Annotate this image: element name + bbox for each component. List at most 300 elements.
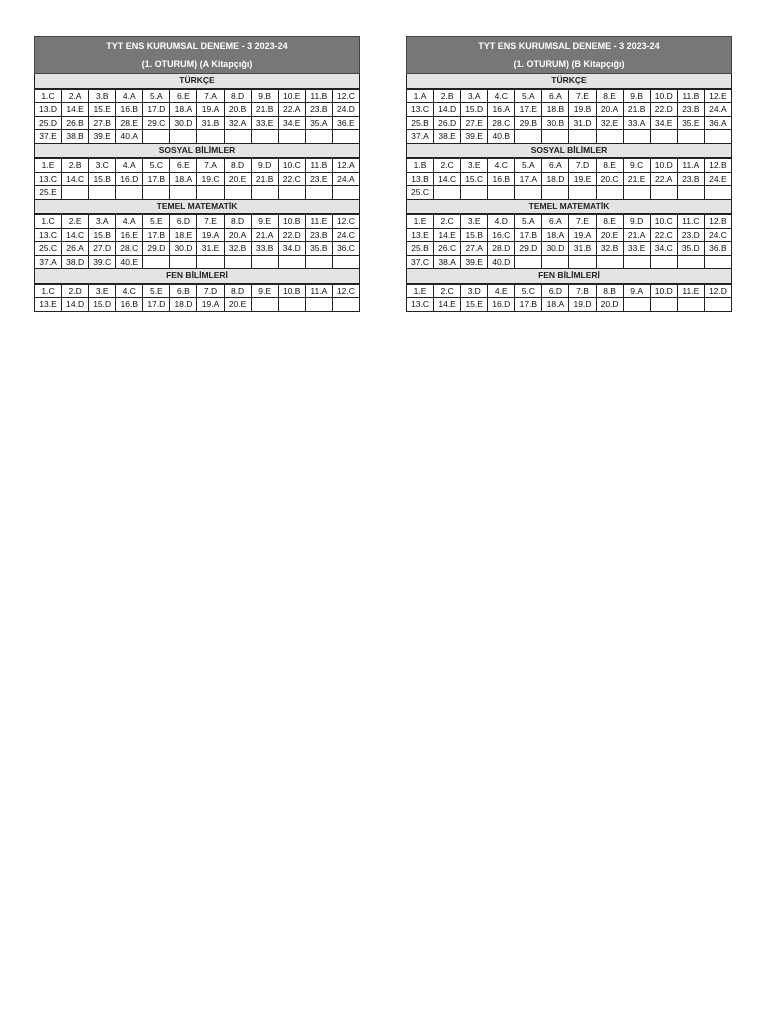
answer-cell: 6.A: [542, 215, 569, 229]
answer-row: [407, 284, 732, 298]
answer-row: [407, 89, 732, 103]
answer-cell: 34.D: [278, 242, 305, 256]
answer-cell: 9.C: [623, 159, 650, 173]
answer-cell: 2.B: [434, 89, 461, 103]
answer-row: [35, 298, 360, 312]
empty-cell: [305, 130, 332, 144]
answer-cell: 11.E: [305, 215, 332, 229]
answer-cell: 7.E: [197, 215, 224, 229]
empty-cell: [677, 130, 704, 144]
answer-cell: 14.E: [434, 228, 461, 242]
empty-cell: [251, 255, 278, 269]
answer-cell: 35.A: [305, 116, 332, 130]
answer-key-sections: [34, 74, 360, 312]
empty-cell: [197, 186, 224, 200]
answer-cell: 34.C: [650, 242, 677, 256]
answer-cell: 6.B: [170, 284, 197, 298]
answer-cell: 35.E: [677, 116, 704, 130]
answer-cell: 11.B: [677, 89, 704, 103]
empty-cell: [542, 186, 569, 200]
empty-cell: [143, 130, 170, 144]
answer-cell: 10.D: [650, 159, 677, 173]
answer-cell: 22.D: [278, 228, 305, 242]
answer-cell: 19.A: [197, 103, 224, 117]
answer-cell: 12.C: [332, 215, 359, 229]
answer-cell: 3.B: [89, 89, 116, 103]
answer-cell: 3.A: [461, 89, 488, 103]
empty-cell: [569, 186, 596, 200]
answer-table: [34, 158, 360, 200]
empty-cell: [623, 298, 650, 312]
answer-cell: 30.D: [542, 242, 569, 256]
answer-cell: 16.B: [116, 298, 143, 312]
empty-cell: [332, 186, 359, 200]
answer-cell: 10.B: [278, 215, 305, 229]
answer-cell: 17.B: [515, 228, 542, 242]
answer-cell: 13.C: [407, 298, 434, 312]
empty-cell: [650, 298, 677, 312]
answer-cell: 19.A: [197, 298, 224, 312]
answer-cell: 23.B: [305, 103, 332, 117]
answer-row: [407, 172, 732, 186]
answer-cell: 22.D: [650, 103, 677, 117]
answer-cell: 10.D: [650, 89, 677, 103]
answer-table: [406, 284, 732, 312]
answer-cell: 39.C: [89, 255, 116, 269]
empty-cell: [251, 298, 278, 312]
empty-cell: [650, 186, 677, 200]
empty-cell: [596, 130, 623, 144]
empty-cell: [278, 298, 305, 312]
answer-cell: 28.C: [116, 242, 143, 256]
answer-row: [407, 228, 732, 242]
answer-cell: 5.A: [515, 215, 542, 229]
answer-cell: 24.D: [332, 103, 359, 117]
answer-cell: 31.B: [197, 116, 224, 130]
answer-cell: 4.C: [488, 159, 515, 173]
answer-cell: 4.A: [116, 89, 143, 103]
answer-cell: 2.C: [434, 284, 461, 298]
section-heading: TÜRKÇE: [406, 74, 732, 89]
empty-cell: [434, 186, 461, 200]
answer-cell: 2.C: [434, 215, 461, 229]
answer-row: [407, 215, 732, 229]
answer-table: [34, 284, 360, 312]
answer-table: [406, 89, 732, 144]
empty-cell: [332, 298, 359, 312]
answer-cell: 27.B: [89, 116, 116, 130]
answer-cell: 17.D: [143, 298, 170, 312]
answer-cell: 16.B: [116, 103, 143, 117]
empty-cell: [515, 186, 542, 200]
answer-cell: 21.A: [251, 228, 278, 242]
empty-cell: [224, 255, 251, 269]
answer-cell: 6.A: [542, 89, 569, 103]
answer-row: [407, 103, 732, 117]
answer-cell: 9.E: [251, 215, 278, 229]
empty-cell: [596, 255, 623, 269]
answer-cell: 15.B: [89, 228, 116, 242]
answer-cell: 20.A: [596, 103, 623, 117]
answer-cell: 22.C: [278, 172, 305, 186]
answer-cell: 26.C: [434, 242, 461, 256]
answer-cell: 13.B: [407, 172, 434, 186]
answer-cell: 25.E: [35, 186, 62, 200]
answer-cell: 1.C: [35, 284, 62, 298]
answer-cell: 21.B: [251, 172, 278, 186]
answer-cell: 3.E: [89, 284, 116, 298]
answer-cell: 7.A: [197, 89, 224, 103]
empty-cell: [704, 298, 731, 312]
answer-row: [35, 116, 360, 130]
answer-cell: 11.B: [305, 89, 332, 103]
empty-cell: [197, 130, 224, 144]
answer-cell: 19.E: [569, 172, 596, 186]
answer-cell: 7.A: [197, 159, 224, 173]
answer-cell: 1.E: [407, 215, 434, 229]
answer-cell: 3.A: [89, 215, 116, 229]
answer-cell: 14.C: [62, 228, 89, 242]
answer-cell: 7.B: [569, 284, 596, 298]
answer-key-title: TYT ENS KURUMSAL DENEME - 3 2023-24: [478, 41, 660, 51]
answer-cell: 11.A: [677, 159, 704, 173]
answer-cell: 18.B: [542, 103, 569, 117]
answer-cell: 23.E: [305, 172, 332, 186]
answer-cell: 34.E: [650, 116, 677, 130]
answer-cell: 40.D: [488, 255, 515, 269]
answer-cell: 8.D: [224, 159, 251, 173]
answer-row: [35, 284, 360, 298]
empty-cell: [305, 186, 332, 200]
answer-cell: 32.E: [596, 116, 623, 130]
empty-cell: [116, 186, 143, 200]
answer-cell: 13.C: [407, 103, 434, 117]
answer-cell: 16.A: [488, 103, 515, 117]
answer-cell: 17.D: [143, 103, 170, 117]
answer-cell: 20.E: [224, 298, 251, 312]
answer-cell: 7.D: [197, 284, 224, 298]
answer-cell: 38.D: [62, 255, 89, 269]
answer-cell: 14.E: [62, 103, 89, 117]
empty-cell: [515, 130, 542, 144]
answer-cell: 15.C: [461, 172, 488, 186]
answer-cell: 8.B: [596, 284, 623, 298]
empty-cell: [569, 255, 596, 269]
answer-cell: 11.C: [677, 215, 704, 229]
empty-cell: [677, 255, 704, 269]
answer-cell: 5.A: [515, 89, 542, 103]
answer-cell: 29.B: [515, 116, 542, 130]
empty-cell: [650, 255, 677, 269]
empty-cell: [170, 130, 197, 144]
answer-row: [35, 130, 360, 144]
empty-cell: [488, 186, 515, 200]
answer-cell: 32.B: [224, 242, 251, 256]
answer-cell: 12.D: [704, 284, 731, 298]
answer-row: [35, 186, 360, 200]
answer-cell: 33.A: [623, 116, 650, 130]
answer-table: [34, 214, 360, 269]
answer-cell: 18.A: [542, 298, 569, 312]
answer-cell: 3.E: [461, 215, 488, 229]
answer-cell: 38.B: [62, 130, 89, 144]
answer-key-title: TYT ENS KURUMSAL DENEME - 3 2023-24: [106, 41, 288, 51]
answer-cell: 24.C: [704, 228, 731, 242]
answer-cell: 18.A: [170, 103, 197, 117]
section-heading: SOSYAL BİLİMLER: [406, 144, 732, 159]
answer-cell: 6.A: [542, 159, 569, 173]
answer-cell: 3.D: [461, 284, 488, 298]
answer-cell: 37.C: [407, 255, 434, 269]
answer-cell: 8.D: [224, 284, 251, 298]
answer-cell: 4.A: [116, 215, 143, 229]
answer-cell: 25.C: [407, 186, 434, 200]
answer-cell: 40.E: [116, 255, 143, 269]
answer-cell: 13.E: [407, 228, 434, 242]
answer-cell: 3.C: [89, 159, 116, 173]
answer-cell: 7.E: [569, 89, 596, 103]
answer-cell: 9.D: [251, 159, 278, 173]
answer-cell: 14.C: [434, 172, 461, 186]
answer-cell: 4.D: [488, 215, 515, 229]
answer-cell: 5.A: [515, 159, 542, 173]
answer-cell: 10.C: [650, 215, 677, 229]
answer-row: [35, 255, 360, 269]
answer-cell: 1.E: [407, 284, 434, 298]
answer-cell: 36.B: [704, 242, 731, 256]
empty-cell: [704, 255, 731, 269]
answer-cell: 17.B: [515, 298, 542, 312]
answer-cell: 13.D: [35, 103, 62, 117]
answer-cell: 3.E: [461, 159, 488, 173]
answer-cell: 39.E: [89, 130, 116, 144]
answer-table: [34, 89, 360, 144]
section-heading: TEMEL MATEMATİK: [34, 200, 360, 215]
answer-cell: 10.E: [278, 89, 305, 103]
answer-key-header: [34, 36, 360, 74]
answer-cell: 27.D: [89, 242, 116, 256]
answer-cell: 15.B: [461, 228, 488, 242]
answer-cell: 1.A: [407, 89, 434, 103]
answer-cell: 25.D: [35, 116, 62, 130]
answer-cell: 36.A: [704, 116, 731, 130]
answer-cell: 8.E: [596, 215, 623, 229]
answer-cell: 39.E: [461, 255, 488, 269]
answer-cell: 6.D: [542, 284, 569, 298]
answer-cell: 37.A: [35, 255, 62, 269]
answer-row: [407, 130, 732, 144]
answer-cell: 5.E: [143, 284, 170, 298]
answer-cell: 36.C: [332, 242, 359, 256]
answer-cell: 21.A: [623, 228, 650, 242]
section-heading: TÜRKÇE: [34, 74, 360, 89]
answer-row: [35, 242, 360, 256]
answer-cell: 12.B: [704, 159, 731, 173]
empty-cell: [677, 298, 704, 312]
answer-cell: 2.E: [62, 215, 89, 229]
answer-cell: 18.A: [170, 172, 197, 186]
answer-cell: 16.D: [488, 298, 515, 312]
answer-table: [406, 158, 732, 200]
answer-cell: 35.B: [305, 242, 332, 256]
answer-cell: 23.D: [677, 228, 704, 242]
answer-cell: 22.A: [650, 172, 677, 186]
answer-cell: 18.A: [542, 228, 569, 242]
empty-cell: [224, 186, 251, 200]
answer-cell: 8.D: [224, 215, 251, 229]
answer-cell: 12.C: [332, 284, 359, 298]
answer-cell: 32.A: [224, 116, 251, 130]
empty-cell: [515, 255, 542, 269]
answer-cell: 24.A: [704, 103, 731, 117]
answer-cell: 11.A: [305, 284, 332, 298]
answer-cell: 1.E: [35, 159, 62, 173]
answer-cell: 18.D: [170, 298, 197, 312]
empty-cell: [623, 255, 650, 269]
answer-cell: 2.C: [434, 159, 461, 173]
answer-cell: 17.B: [143, 228, 170, 242]
answer-cell: 1.B: [407, 159, 434, 173]
empty-cell: [251, 130, 278, 144]
answer-cell: 9.D: [623, 215, 650, 229]
answer-table: [406, 214, 732, 269]
answer-cell: 23.B: [305, 228, 332, 242]
answer-cell: 13.C: [35, 228, 62, 242]
answer-key-booklet-b: [406, 36, 732, 312]
answer-row: [407, 255, 732, 269]
answer-cell: 19.D: [569, 298, 596, 312]
answer-key-subtitle: (1. OTURUM) (B Kitapçığı): [513, 59, 625, 69]
answer-row: [35, 172, 360, 186]
answer-cell: 19.A: [569, 228, 596, 242]
answer-cell: 16.D: [116, 172, 143, 186]
answer-row: [35, 228, 360, 242]
answer-cell: 20.A: [224, 228, 251, 242]
answer-cell: 19.C: [197, 172, 224, 186]
answer-cell: 19.A: [197, 228, 224, 242]
empty-cell: [677, 186, 704, 200]
answer-cell: 40.B: [488, 130, 515, 144]
empty-cell: [224, 130, 251, 144]
answer-row: [35, 215, 360, 229]
answer-cell: 6.D: [170, 215, 197, 229]
answer-cell: 4.E: [488, 284, 515, 298]
answer-cell: 15.E: [461, 298, 488, 312]
answer-cell: 26.A: [62, 242, 89, 256]
answer-cell: 15.D: [89, 298, 116, 312]
answer-cell: 12.C: [332, 89, 359, 103]
answer-cell: 5.C: [143, 159, 170, 173]
answer-cell: 35.D: [677, 242, 704, 256]
answer-cell: 31.B: [569, 242, 596, 256]
empty-cell: [704, 130, 731, 144]
answer-cell: 4.A: [116, 159, 143, 173]
empty-cell: [143, 186, 170, 200]
answer-cell: 14.D: [434, 103, 461, 117]
answer-cell: 24.C: [332, 228, 359, 242]
answer-cell: 37.E: [35, 130, 62, 144]
answer-cell: 36.E: [332, 116, 359, 130]
answer-cell: 21.E: [623, 172, 650, 186]
answer-cell: 25.C: [35, 242, 62, 256]
answer-cell: 27.E: [461, 116, 488, 130]
answer-cell: 33.B: [251, 242, 278, 256]
answer-cell: 18.E: [170, 228, 197, 242]
answer-cell: 9.E: [251, 284, 278, 298]
answer-cell: 34.E: [278, 116, 305, 130]
answer-cell: 33.E: [623, 242, 650, 256]
answer-cell: 13.C: [35, 172, 62, 186]
answer-row: [407, 116, 732, 130]
answer-cell: 8.D: [224, 89, 251, 103]
answer-cell: 10.C: [278, 159, 305, 173]
empty-cell: [62, 186, 89, 200]
empty-cell: [305, 255, 332, 269]
answer-cell: 12.A: [332, 159, 359, 173]
answer-cell: 2.B: [62, 159, 89, 173]
answer-cell: 28.C: [488, 116, 515, 130]
answer-key-booklet-a: [34, 36, 360, 312]
answer-cell: 6.E: [170, 159, 197, 173]
section-heading: FEN BİLİMLERİ: [406, 269, 732, 284]
empty-cell: [704, 186, 731, 200]
answer-key-subtitle: (1. OTURUM) (A Kitapçığı): [141, 59, 253, 69]
empty-cell: [623, 186, 650, 200]
answer-cell: 12.B: [704, 215, 731, 229]
answer-cell: 18.D: [542, 172, 569, 186]
answer-cell: 14.D: [62, 298, 89, 312]
answer-cell: 14.C: [62, 172, 89, 186]
answer-cell: 20.E: [596, 228, 623, 242]
empty-cell: [251, 186, 278, 200]
answer-cell: 17.A: [515, 172, 542, 186]
answer-cell: 26.D: [434, 116, 461, 130]
answer-row: [407, 298, 732, 312]
answer-cell: 20.C: [596, 172, 623, 186]
answer-cell: 10.D: [650, 284, 677, 298]
answer-cell: 38.A: [434, 255, 461, 269]
answer-row: [35, 89, 360, 103]
empty-cell: [332, 130, 359, 144]
answer-key-sections: [406, 74, 732, 312]
section-heading: TEMEL MATEMATİK: [406, 200, 732, 215]
empty-cell: [170, 255, 197, 269]
answer-cell: 25.B: [407, 116, 434, 130]
empty-cell: [542, 130, 569, 144]
answer-cell: 24.E: [704, 172, 731, 186]
empty-cell: [278, 130, 305, 144]
answer-cell: 8.E: [596, 159, 623, 173]
answer-cell: 5.E: [143, 215, 170, 229]
answer-cell: 20.D: [596, 298, 623, 312]
empty-cell: [650, 130, 677, 144]
answer-cell: 29.D: [143, 242, 170, 256]
answer-cell: 30.D: [170, 116, 197, 130]
empty-cell: [89, 186, 116, 200]
answer-cell: 21.B: [251, 103, 278, 117]
answer-cell: 21.B: [623, 103, 650, 117]
answer-cell: 5.A: [143, 89, 170, 103]
answer-cell: 13.E: [35, 298, 62, 312]
answer-cell: 28.E: [116, 116, 143, 130]
empty-cell: [461, 186, 488, 200]
empty-cell: [278, 186, 305, 200]
answer-cell: 25.B: [407, 242, 434, 256]
answer-key-header: [406, 36, 732, 74]
answer-cell: 17.B: [143, 172, 170, 186]
answer-cell: 15.B: [89, 172, 116, 186]
answer-cell: 4.C: [488, 89, 515, 103]
